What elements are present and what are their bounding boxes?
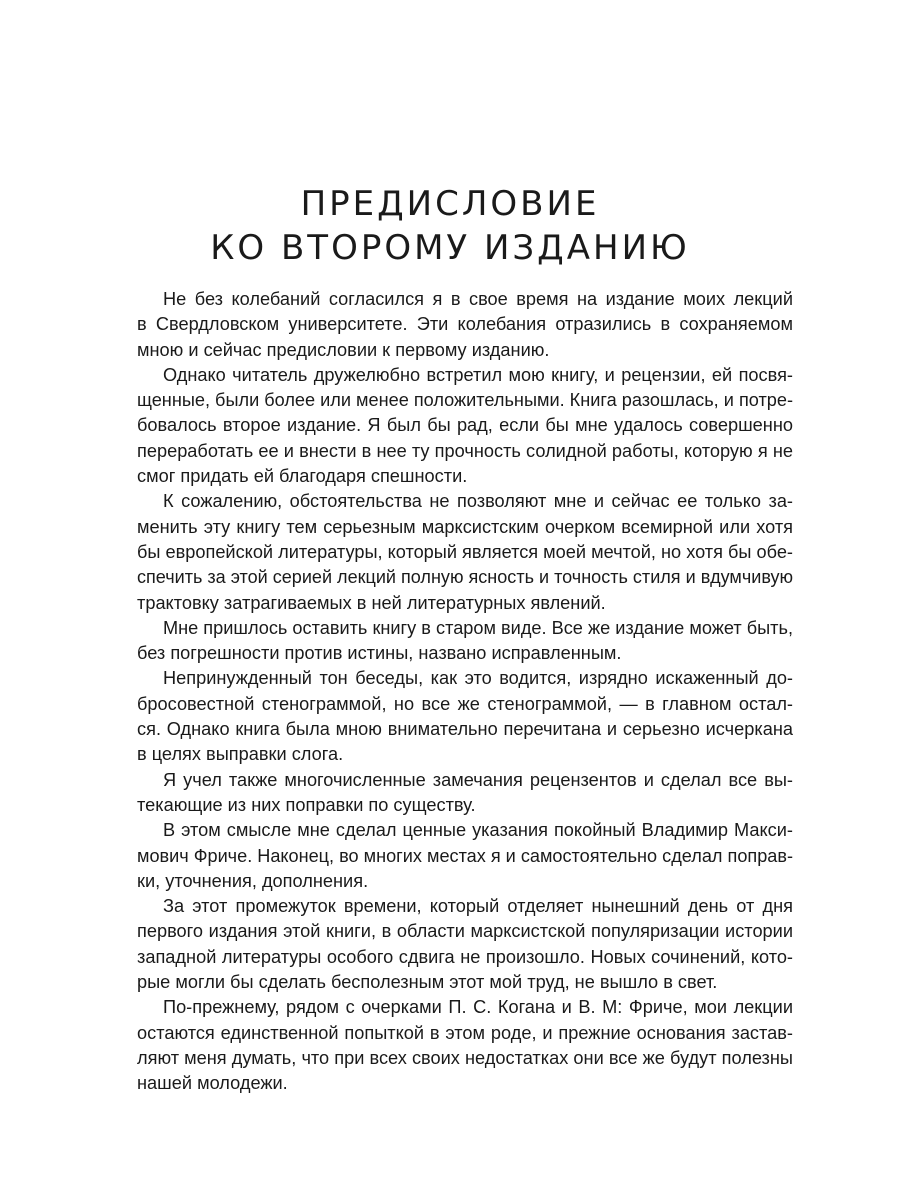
page-title [0,182,900,270]
paragraph-line: остаются единственной попыткой в этом роде, и прежние основания застав- [137,1022,793,1043]
paragraph-line: нашей молодежи. [137,1073,288,1094]
paragraph-line: западной литературы особого сдвига не произошло. Новых сочинений, кото- [137,946,793,967]
paragraph-line: трактовку затрагиваемых в ней литературных явлений. [137,592,606,613]
paragraph [137,363,793,489]
paragraph-line: без погрешности против истины, названо исправленным. [137,643,622,664]
paragraph-line: в Свердловском университете. Эти колебания отразились в сохраняемом [137,314,793,335]
paragraph [137,768,793,819]
paragraph-line: В этом смысле мне сделал ценные указания покойный Владимир Макси- [163,820,793,841]
paragraph-line: первого издания этой книги, в области марксистской популяризации истории [137,921,793,942]
paragraph [137,489,793,615]
paragraph-line: За этот промежуток времени, который отделяет нынешний день от дня [163,896,793,917]
paragraph-line: спечить за этой серией лекций полную ясность и точность стиля и вдумчивую [137,567,794,588]
paragraph-line: К сожалению, обстоятельства не позволяют мне и сейчас ее только за- [163,491,793,512]
paragraph [137,995,793,1096]
paragraph-line: бросовестной стенограммой, но все же стенограммой, — в главном остал- [137,693,793,714]
paragraph-line: бовалось второе издание. Я был бы рад, если бы мне удалось совершенно [137,415,793,436]
paragraph [137,616,793,667]
paragraph-line: переработать ее и внести в нее ту прочность солидной работы, которую я не [137,440,793,461]
paragraph [137,666,793,767]
paragraph-line: Однако читатель дружелюбно встретил мою книгу, и рецензии, ей посвя- [163,364,793,385]
paragraph-line: щенные, были более или менее положительными. Книга разошлась, и потре- [137,390,793,411]
paragraph-line: Я учел также многочисленные замечания рецензентов и сделал все вы- [163,769,793,790]
paragraph [137,894,793,995]
paragraph-line: бы европейской литературы, который является моей мечтой, но хотя бы обе- [137,541,793,562]
paragraph [137,818,793,894]
paragraph-line: Непринужденный тон беседы, как это водится, изрядно искаженный до- [163,668,793,689]
paragraph-line: Мне пришлось оставить книгу в старом виде. Все же издание может быть, [163,617,793,638]
paragraph-line: смог придать ей благодаря спешности. [137,466,468,487]
paragraph-line: ся. Однако книга была мною внимательно перечитана и серьезно исчеркана [137,719,793,740]
paragraph-line: ки, уточнения, дополнения. [137,870,369,891]
title-line-2: КО ВТОРОМУ ИЗДАНИЮ [210,228,690,268]
paragraph [137,287,793,363]
paragraph-line: в целях выправки слога. [137,744,344,765]
paragraph-line: менить эту книгу тем серьезным марксистским очерком всемирной или хотя [137,516,793,537]
paragraph-line: мною и сейчас предисловии к первому изданию. [137,339,550,360]
title-line-1: ПРЕДИСЛОВИЕ [300,184,600,224]
paragraph-line: По-прежнему, рядом с очерками П. С. Когана и В. М: Фриче, мои лекции [163,997,793,1018]
paragraph-line: рые могли бы сделать бесполезным этот мой труд, не вышло в свет. [137,972,718,993]
paragraph-line: ляют меня думать, что при всех своих недостатках они все же будут полезны [137,1047,793,1068]
paragraph-line: мович Фриче. Наконец, во многих местах я и самостоятельно сделал поправ- [137,845,793,866]
body-text [137,287,793,1097]
paragraph-line: текающие из них поправки по существу. [137,794,476,815]
paragraph-line: Не без колебаний согласился я в свое время на издание моих лекций [163,289,793,309]
